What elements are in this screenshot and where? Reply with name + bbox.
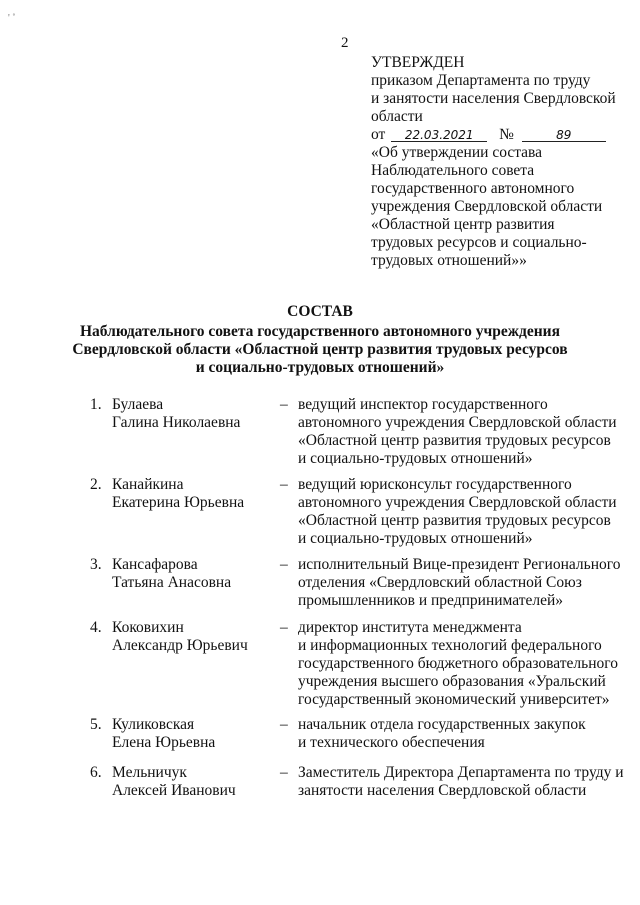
dash: – (280, 556, 288, 573)
dash: – (280, 764, 288, 781)
item-number: 3. (90, 556, 102, 573)
position-line: ведущий юрисконсульт государственного (298, 476, 572, 493)
given-names: Елена Юрьевна (112, 734, 216, 751)
item-number: 6. (90, 764, 102, 781)
given-names: Екатерина Юрьевна (112, 494, 245, 511)
date-prefix: от (371, 126, 386, 143)
position-line: промышленников и предпринимателей» (298, 592, 564, 609)
item-number: 2. (90, 476, 102, 493)
subject-line: «Областной центр развития (371, 216, 555, 233)
given-names: Александр Юрьевич (112, 637, 248, 654)
dash: – (280, 396, 288, 413)
item-number: 1. (90, 396, 102, 413)
approval-date-number-line (371, 126, 633, 144)
member-position (298, 619, 633, 709)
member-name (112, 476, 244, 512)
approval-line: области (371, 108, 423, 125)
title-line: Наблюдательного совета государственного автономного учреждения (80, 323, 560, 340)
position-line: и социально-трудовых отношений» (298, 530, 533, 547)
position-line: директор института менеджмента (298, 619, 522, 636)
member-name (112, 716, 215, 752)
position-line: автономного учреждения Свердловской области (298, 414, 617, 431)
given-names: Татьяна Анасовна (112, 574, 232, 591)
corner-marks: ' ˚ (8, 13, 16, 24)
number-prefix: № (499, 126, 514, 143)
position-line: исполнительный Вице-президент Регионального (298, 556, 621, 573)
member-position (298, 396, 633, 468)
position-line: Заместитель Директора Департамента по труду и (298, 764, 624, 781)
title-line: и социально-трудовых отношений» (195, 359, 445, 376)
dash: – (280, 716, 288, 733)
document-title (0, 303, 640, 377)
approval-block (371, 54, 633, 270)
position-line: государственного бюджетного образовательного (298, 655, 618, 672)
subject-line: трудовых отношений»» (371, 252, 527, 269)
subject-line: трудовых ресурсов и социально- (371, 234, 587, 251)
position-line: и социально-трудовых отношений» (298, 450, 533, 467)
member-name (112, 396, 240, 432)
dash: – (280, 619, 288, 636)
position-line: государственный экономический университет» (298, 691, 610, 708)
position-line: начальник отдела государственных закупок (298, 716, 586, 733)
position-line: ведущий инспектор государственного (298, 396, 548, 413)
position-line: автономного учреждения Свердловской области (298, 494, 617, 511)
position-line: и технического обеспечения (298, 734, 485, 751)
position-line: учреждения высшего образования «Уральский (298, 673, 606, 690)
member-name (112, 619, 248, 655)
item-number: 5. (90, 716, 102, 733)
approval-line: и занятости населения Свердловской (371, 90, 616, 107)
surname: Коковихин (112, 619, 184, 636)
approval-heading: УТВЕРЖДЕН (371, 54, 465, 71)
dash: – (280, 476, 288, 493)
subject-line: Наблюдательного совета (371, 162, 535, 179)
title-line: Свердловской области «Областной центр развития трудовых ресурсов (72, 341, 568, 358)
member-name (112, 556, 231, 592)
position-line: и информационных технологий федерального (298, 637, 602, 654)
surname: Канайкина (112, 476, 184, 493)
surname: Куликовская (112, 716, 195, 733)
subject-line: учреждения Свердловской области (371, 198, 603, 215)
position-line: занятости населения Свердловской области (298, 782, 587, 799)
surname: Мельничук (112, 764, 187, 781)
page-number: 2 (341, 35, 349, 51)
subject-line: государственного автономного (371, 180, 575, 197)
approval-line: приказом Департамента по труду (371, 72, 591, 89)
given-names: Галина Николаевна (112, 414, 241, 431)
member-position (298, 476, 633, 548)
item-number: 4. (90, 619, 102, 636)
surname: Булаева (112, 396, 164, 413)
member-name (112, 764, 236, 800)
member-position (298, 764, 633, 800)
position-line: отделения «Свердловский областной Союз (298, 574, 582, 591)
given-names: Алексей Иванович (112, 782, 236, 799)
member-position (298, 556, 633, 610)
date-value: 22.03.2021 (391, 126, 487, 142)
member-position (298, 716, 633, 752)
number-value: 89 (522, 126, 606, 142)
subject-line: «Об утверждении состава (371, 144, 543, 161)
position-line: «Областной центр развития трудовых ресурсов (298, 512, 611, 529)
title-heading: СОСТАВ (287, 303, 353, 320)
surname: Кансафарова (112, 556, 198, 573)
position-line: «Областной центр развития трудовых ресурсов (298, 432, 611, 449)
